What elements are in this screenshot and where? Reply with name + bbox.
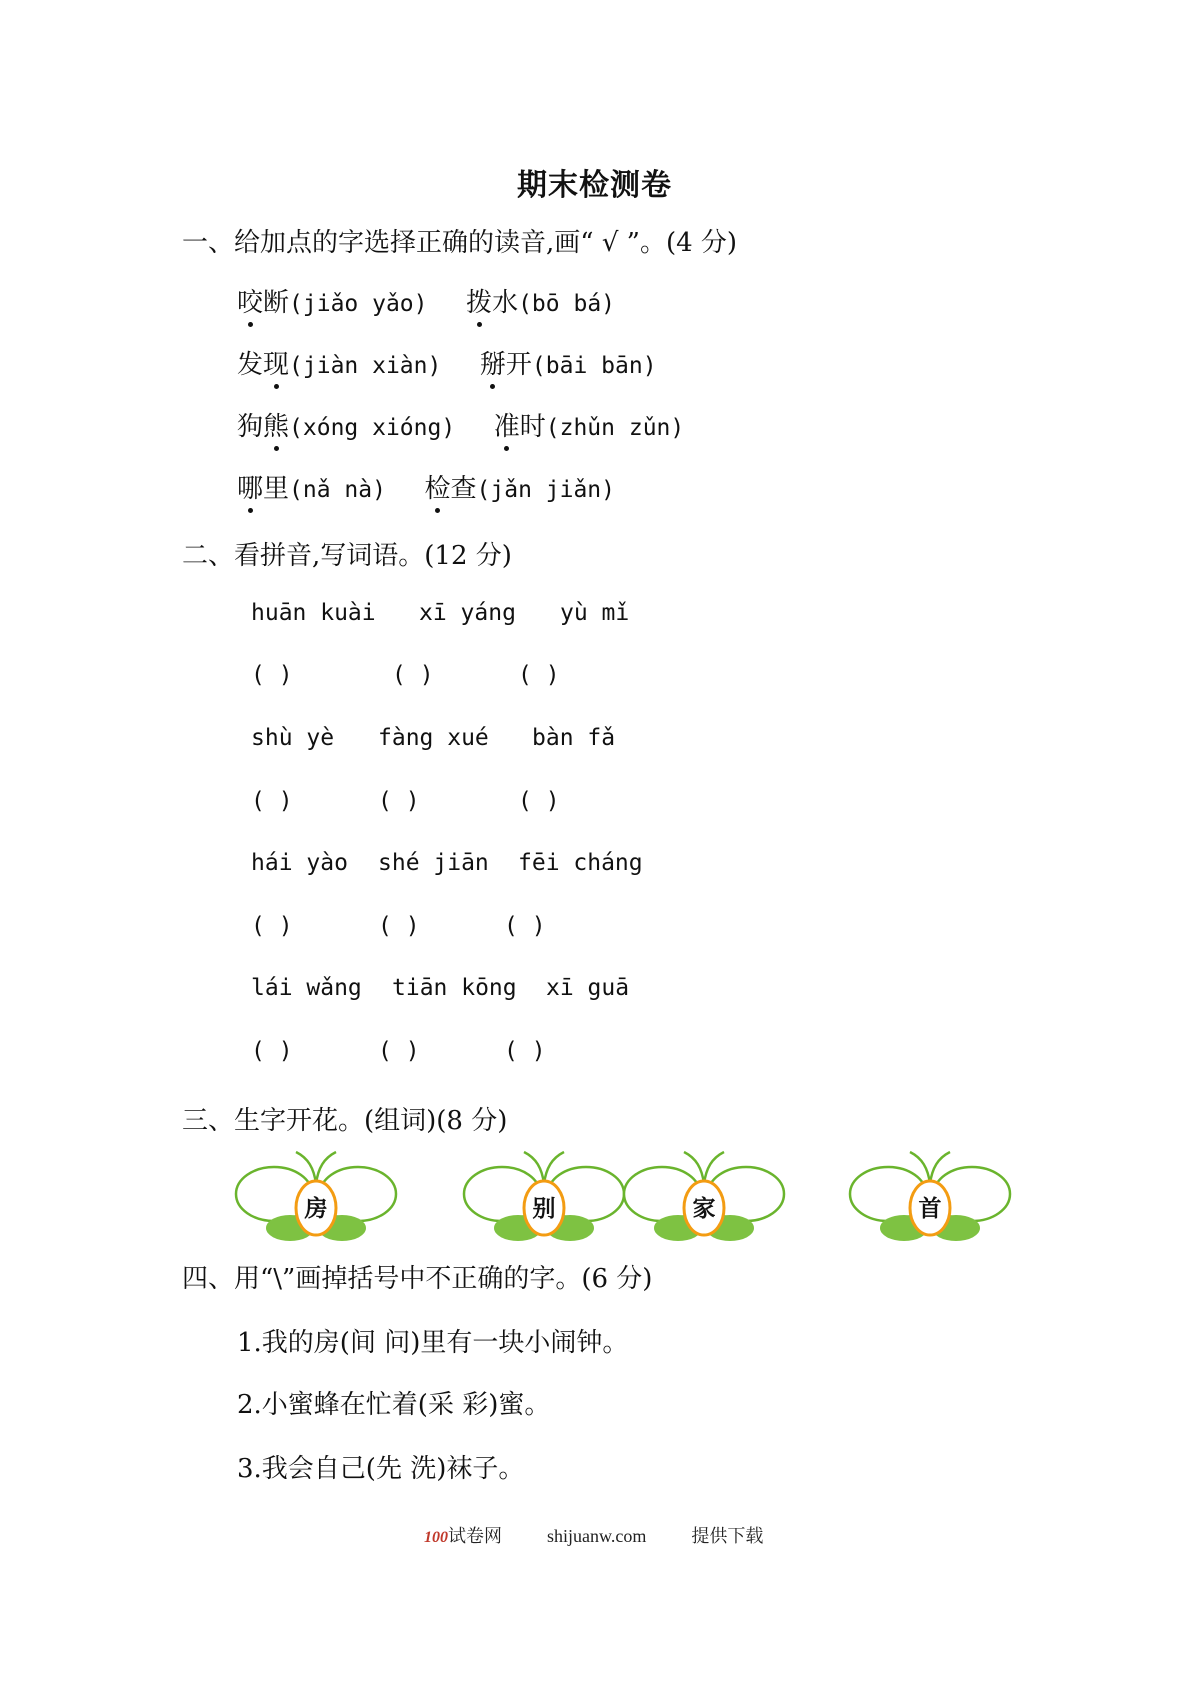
- q1-word: 检查: [425, 474, 477, 504]
- pinyin: fàng xué: [378, 725, 489, 751]
- answer-blank[interactable]: ( ): [504, 913, 546, 939]
- pinyin: lái wǎng: [251, 975, 362, 1001]
- q4-item: 1.我的房(间 问)里有一块小闹钟。: [237, 1328, 629, 1358]
- flower-char: 家: [692, 1196, 716, 1222]
- q1-word: 哪里: [237, 474, 289, 504]
- flower-char: 首: [918, 1196, 942, 1222]
- pinyin: yù mǐ: [560, 600, 630, 626]
- answer-blank[interactable]: ( ): [378, 788, 420, 814]
- pinyin: shé jiān: [378, 850, 489, 876]
- q1-word: 发现: [237, 350, 289, 380]
- dotted-char: 检: [425, 468, 451, 505]
- pinyin: xī yáng: [419, 600, 516, 626]
- pinyin: xī guā: [546, 975, 630, 1001]
- q1-row-1: [237, 282, 615, 319]
- q1-row-4: [237, 468, 615, 505]
- q2-heading: 二、看拼音,写词语。(12 分): [182, 541, 512, 571]
- q4-item: 3.我会自己(先 洗)袜子。: [237, 1454, 525, 1484]
- pinyin: shù yè: [251, 725, 335, 751]
- flower-graphic: [622, 1144, 786, 1244]
- answer-blank[interactable]: ( ): [392, 662, 434, 688]
- q1-word: 掰开: [480, 350, 532, 380]
- answer-blank[interactable]: ( ): [251, 913, 293, 939]
- dotted-char: 现: [263, 344, 289, 381]
- q1-options: (jǎn jiǎn): [476, 477, 616, 503]
- q1-options: (xóng xióng): [289, 415, 456, 441]
- dotted-char: 熊: [263, 406, 289, 443]
- dotted-char: 拨: [466, 282, 492, 319]
- flower-graphic: [848, 1144, 1012, 1244]
- flower-3: [622, 1144, 786, 1244]
- answer-blank[interactable]: ( ): [518, 788, 560, 814]
- q1-options: (nǎ nà): [289, 477, 386, 503]
- answer-blank[interactable]: ( ): [378, 1038, 420, 1064]
- site-name: 试卷网: [448, 1526, 502, 1546]
- flower-graphic: [462, 1144, 626, 1244]
- answer-blank[interactable]: ( ): [518, 662, 560, 688]
- dotted-char: 掰: [480, 344, 506, 381]
- dotted-char: 哪: [237, 468, 263, 505]
- q4-heading: 四、用“\”画掉括号中不正确的字。(6 分): [182, 1264, 653, 1294]
- site-url[interactable]: shijuanw.com: [547, 1526, 647, 1546]
- pinyin: fēi cháng: [518, 850, 643, 876]
- answer-blank[interactable]: ( ): [251, 1038, 293, 1064]
- footer-note: 提供下载: [691, 1526, 764, 1546]
- q1-options: (bāi bān): [531, 353, 657, 379]
- q1-options: (jiǎo yǎo): [289, 291, 428, 317]
- flower-4: [848, 1144, 1012, 1244]
- q1-word: 拨水: [466, 288, 518, 318]
- q1-options: (bō bá): [518, 291, 616, 317]
- q1-options: (jiàn xiàn): [289, 353, 442, 379]
- q1-word: 准时: [494, 412, 546, 442]
- dotted-char: 咬: [237, 282, 263, 319]
- q1-word: 咬断: [237, 288, 289, 318]
- q1-heading: 一、给加点的字选择正确的读音,画“ √ ”。(4 分): [182, 228, 738, 258]
- flower-char: 别: [532, 1196, 556, 1222]
- answer-blank[interactable]: ( ): [251, 788, 293, 814]
- pinyin: bàn fǎ: [532, 725, 616, 751]
- flower-2: [462, 1144, 626, 1244]
- q1-row-2: [237, 344, 657, 381]
- pinyin: huān kuài: [251, 600, 376, 626]
- q1-options: (zhǔn zǔn): [545, 415, 685, 441]
- site-logo: 100: [424, 1529, 448, 1546]
- pinyin: tiān kōng: [392, 975, 517, 1001]
- pinyin: hái yào: [251, 850, 348, 876]
- answer-blank[interactable]: ( ): [504, 1038, 546, 1064]
- answer-blank[interactable]: ( ): [378, 913, 420, 939]
- footer: [424, 1522, 763, 1548]
- flower-graphic: [234, 1144, 398, 1244]
- q1-word: 狗熊: [237, 412, 289, 442]
- flower-1: [234, 1144, 398, 1244]
- q4-item: 2.小蜜蜂在忙着(采 彩)蜜。: [237, 1390, 551, 1420]
- q1-row-3: [237, 406, 684, 443]
- page-title: 期末检测卷: [517, 168, 672, 203]
- answer-blank[interactable]: ( ): [251, 662, 293, 688]
- flower-char: 房: [304, 1196, 328, 1222]
- q3-heading: 三、生字开花。(组词)(8 分): [182, 1106, 508, 1136]
- dotted-char: 准: [494, 406, 520, 443]
